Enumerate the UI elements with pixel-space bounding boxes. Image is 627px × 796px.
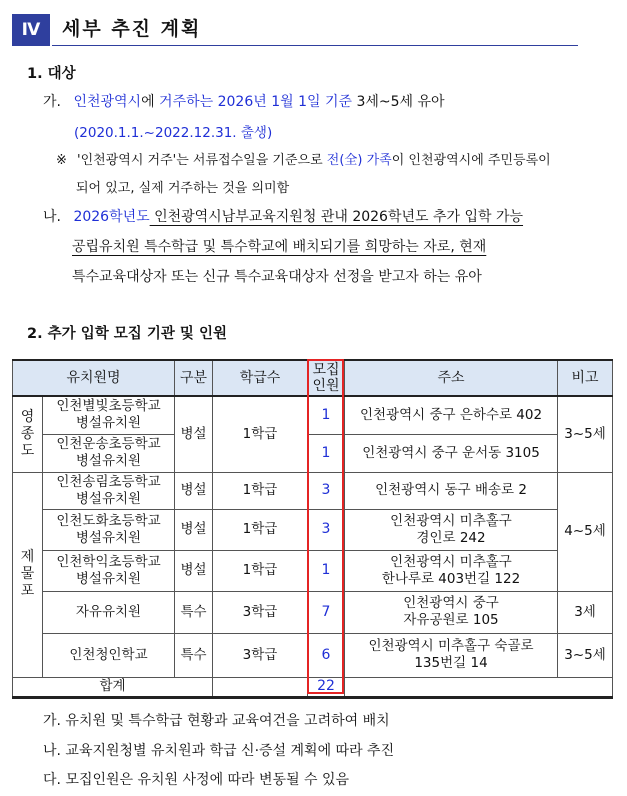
col-header-recruit: 모집 인원 — [308, 360, 345, 396]
kindergarten-classes: 1학급 — [213, 472, 308, 509]
kindergarten-name: 인천운송초등학교 병설유치원 — [43, 434, 175, 472]
item-b-line-3: 특수교육대상자 또는 신규 특수교육대상자 선정을 받고자 하는 유아 — [72, 269, 482, 285]
table-header-row — [13, 360, 613, 396]
kindergarten-name: 자유유치원 — [43, 591, 175, 633]
note-line-2: 되어 있고, 실제 거주하는 것을 의미함 — [76, 181, 290, 196]
recruit-count: 3 — [308, 472, 345, 509]
recruit-count: 1 — [308, 434, 345, 472]
note-line-1 — [56, 152, 551, 170]
note-mark: ※ — [56, 153, 67, 168]
table-row — [13, 434, 613, 472]
note-text-1: '인천광역시 거주'는 서류접수일을 기준으로 — [77, 153, 327, 168]
table-row — [13, 550, 613, 591]
section2-title: 2. 추가 입학 모집 기관 및 인원 — [27, 326, 227, 342]
col-header-classes: 학급수 — [213, 360, 308, 396]
footer-note-2: 나. 교육지원청별 유치원과 학급 신·증설 계획에 따라 추진 — [43, 743, 395, 759]
note-age: 3~5세 — [558, 396, 613, 472]
item-b-line-1 — [43, 208, 523, 226]
col-header-name: 유치원명 — [13, 360, 175, 396]
section-number-badge: Ⅳ — [12, 14, 50, 46]
total-empty — [345, 677, 613, 697]
item-b-year: 2026학년도 — [73, 209, 150, 225]
note-age: 4~5세 — [558, 472, 613, 591]
item-a-city: 인천광역시 — [73, 94, 142, 110]
kindergarten-name: 인천도화초등학교 병설유치원 — [43, 509, 175, 550]
kindergarten-address: 인천광역시 미추홀구 경인로 242 — [345, 509, 558, 550]
item-a-age: 3세~5세 유아 — [352, 94, 445, 110]
recruit-count: 3 — [308, 509, 345, 550]
kindergarten-type: 병설 — [175, 396, 213, 472]
recruit-count: 7 — [308, 591, 345, 633]
kindergarten-address: 인천광역시 중구 운서동 3105 — [345, 434, 558, 472]
table-row — [13, 472, 613, 509]
item-b-text-1: 인천광역시남부교육지원청 관내 2026학년도 추가 입학 가능 — [149, 209, 524, 225]
note-family: 전(全) 가족 — [326, 153, 392, 168]
kindergarten-address: 인천광역시 동구 배송로 2 — [345, 472, 558, 509]
kindergarten-name: 인천송림초등학교 병설유치원 — [43, 472, 175, 509]
total-spacer — [213, 677, 308, 697]
footer-note-1: 가. 유치원 및 특수학급 현황과 교육여건을 고려하여 배치 — [43, 713, 390, 729]
kindergarten-type: 병설 — [175, 550, 213, 591]
table-row — [13, 509, 613, 550]
kindergarten-type: 특수 — [175, 591, 213, 633]
item-b-marker: 나. — [43, 209, 61, 225]
region-yeongjong: 영 종 도 — [13, 396, 43, 472]
recruit-count: 1 — [308, 550, 345, 591]
total-row — [13, 677, 613, 697]
kindergarten-type: 병설 — [175, 509, 213, 550]
kindergarten-name: 인천학익초등학교 병설유치원 — [43, 550, 175, 591]
kindergarten-name: 인천청인학교 — [43, 633, 175, 677]
item-b-line-2: 공립유치원 특수학급 및 특수학교에 배치되기를 희망하는 자로, 현재 — [72, 239, 487, 255]
col-header-note: 비고 — [558, 360, 613, 396]
item-a-marker: 가. — [43, 94, 61, 110]
region-jemulpo: 제 물 포 — [13, 472, 43, 677]
kindergarten-classes: 1학급 — [213, 509, 308, 550]
header-underline — [52, 45, 578, 46]
kindergarten-classes: 1학급 — [213, 550, 308, 591]
kindergarten-type: 특수 — [175, 633, 213, 677]
recruit-count: 6 — [308, 633, 345, 677]
kindergarten-address: 인천광역시 미추홀구 한나루로 403번길 122 — [345, 550, 558, 591]
item-a-line — [43, 93, 445, 111]
recruitment-table — [12, 359, 613, 699]
total-value: 22 — [308, 677, 345, 697]
table-row — [13, 633, 613, 677]
footer-note-3: 다. 모집인원은 유치원 사정에 따라 변동될 수 있음 — [43, 772, 350, 788]
table-row — [13, 396, 613, 434]
kindergarten-classes: 3학급 — [213, 633, 308, 677]
table-row — [13, 591, 613, 633]
col-header-type: 구분 — [175, 360, 213, 396]
kindergarten-address: 인천광역시 중구 은하수로 402 — [345, 396, 558, 434]
kindergarten-address: 인천광역시 미추홀구 숙골로 135번길 14 — [345, 633, 558, 677]
item-a-birth-range: (2020.1.1.~2022.12.31. 출생) — [74, 125, 273, 141]
kindergarten-classes: 1학급 — [213, 396, 308, 472]
kindergarten-address: 인천광역시 중구 자유공원로 105 — [345, 591, 558, 633]
item-a-particle: 에 — [141, 94, 160, 110]
section-title: 세부 추진 계획 — [62, 18, 202, 40]
note-text-2: 이 인천광역시에 주민등록이 — [391, 153, 551, 168]
note-age: 3~5세 — [558, 633, 613, 677]
col-header-address: 주소 — [345, 360, 558, 396]
section1-title: 1. 대상 — [27, 66, 76, 82]
kindergarten-classes: 3학급 — [213, 591, 308, 633]
recruit-count: 1 — [308, 396, 345, 434]
total-label: 합계 — [13, 677, 213, 697]
note-age: 3세 — [558, 591, 613, 633]
kindergarten-name: 인천별빛초등학교 병설유치원 — [43, 396, 175, 434]
item-a-date: 거주하는 2026년 1월 1일 기준 — [159, 94, 353, 110]
kindergarten-type: 병설 — [175, 472, 213, 509]
section-header — [12, 14, 578, 46]
